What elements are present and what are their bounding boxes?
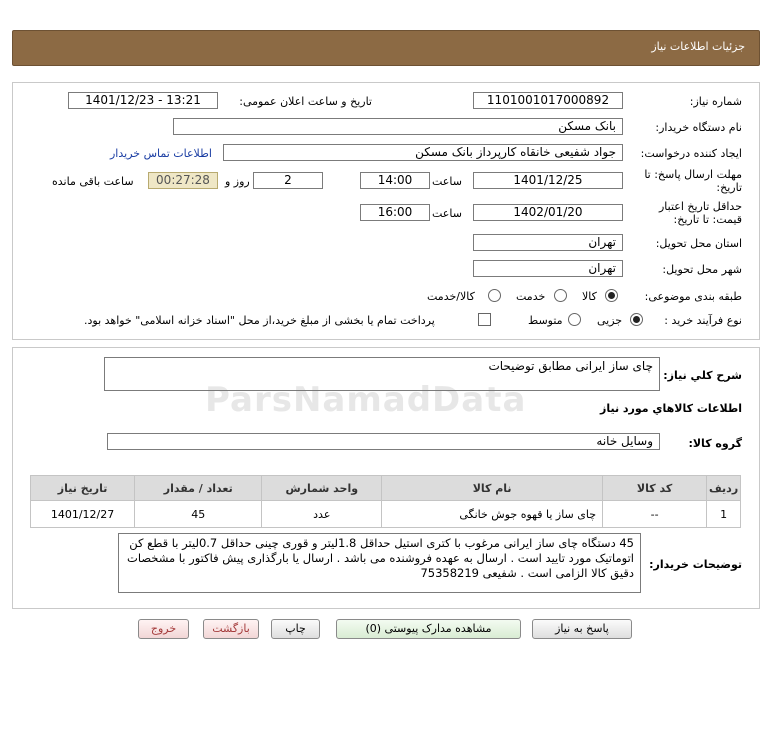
validity-label-2: قیمت: تا تاریخ: [673, 213, 742, 226]
treasury-payment-checkbox[interactable] [478, 313, 491, 326]
province-field[interactable]: تهران [473, 234, 623, 251]
category-service-radio[interactable] [554, 289, 567, 302]
deadline-time-label: ساعت [432, 175, 462, 188]
goods-group-label: گروه کالا: [688, 437, 742, 450]
col-date-header: تاریخ نیاز [31, 476, 135, 501]
creator-field[interactable]: جواد شفیعی خانقاه کارپرداز بانک مسکن [223, 144, 623, 161]
page-title: جزئیات اطلاعات نیاز [651, 40, 745, 53]
summary-field[interactable]: چای ساز ایرانی مطابق توضیحات [104, 357, 660, 391]
goods-info-title: اطلاعات کالاهاي مورد نياز [600, 402, 742, 415]
deadline-time-field[interactable]: 14:00 [360, 172, 430, 189]
need-number-label: شماره نیاز: [689, 95, 742, 108]
need-number-field[interactable]: 1101001017000892 [473, 92, 623, 109]
process-partial-label: جزیی [597, 314, 623, 327]
cell-unit: عدد [262, 501, 382, 528]
remaining-time: 00:27:28 [148, 172, 218, 189]
attachments-button[interactable]: مشاهده مدارک پیوستی (0) [336, 619, 521, 639]
cell-qty: 45 [135, 501, 262, 528]
category-label: طبقه بندی موضوعی: [644, 290, 742, 303]
process-partial-radio[interactable] [630, 313, 643, 326]
validity-time-field[interactable]: 16:00 [360, 204, 430, 221]
validity-label: حداقل تاریخ اعتبار [658, 200, 742, 213]
buyer-notes-label: توضیحات خریدار: [649, 558, 742, 571]
col-row-header: ردیف [707, 476, 741, 501]
goods-table [30, 475, 741, 528]
col-code-header: کد کالا [603, 476, 707, 501]
cell-date: 1401/12/27 [31, 501, 135, 528]
remaining-label: ساعت باقی مانده [52, 175, 134, 188]
buyer-notes-field[interactable]: 45 دستگاه چای ساز ایرانی مرغوب با کتری استیل حداقل 1.8لیتر و قوری چینی حداقل 0.7لیتر با قطع کن اتوماتیک مورد تایید است . ارسال به عهده فروشنده می باشد . ارسال یا بارگذاری پیش فاکتور با مشخصات دقیق کالا الزامی است . شفیعی 75358219 [118, 533, 641, 593]
col-name-header: نام کالا [382, 476, 603, 501]
table-row[interactable] [31, 501, 741, 528]
category-goods-service-radio[interactable] [488, 289, 501, 302]
announce-field[interactable]: 1401/12/23 - 13:21 [68, 92, 218, 109]
days-label: روز و [225, 175, 250, 188]
category-goods-service-label: کالا/خدمت [427, 290, 475, 303]
back-button[interactable]: بازگشت [203, 619, 259, 639]
city-field[interactable]: تهران [473, 260, 623, 277]
buyer-contact-link[interactable]: اطلاعات تماس خریدار [110, 147, 212, 160]
col-qty-header: تعداد / مقدار [135, 476, 262, 501]
reply-button[interactable]: پاسخ به نیاز [532, 619, 632, 639]
process-medium-label: متوسط [528, 314, 563, 327]
category-service-label: خدمت [516, 290, 546, 303]
exit-button[interactable]: خروج [138, 619, 189, 639]
category-goods-radio[interactable] [605, 289, 618, 302]
validity-date-field[interactable]: 1402/01/20 [473, 204, 623, 221]
deadline-date-field[interactable]: 1401/12/25 [473, 172, 623, 189]
validity-time-label: ساعت [432, 207, 462, 220]
deadline-label: مهلت ارسال پاسخ: تا [644, 168, 742, 181]
announce-label: تاریخ و ساعت اعلان عمومی: [239, 95, 372, 108]
print-button[interactable]: چاپ [271, 619, 320, 639]
deadline-label-2: تاریخ: [716, 181, 742, 194]
page-header [12, 30, 760, 66]
cell-row: 1 [707, 501, 741, 528]
days-field[interactable]: 2 [253, 172, 323, 189]
goods-group-field[interactable]: وسایل خانه [107, 433, 660, 450]
category-goods-label: کالا [582, 290, 597, 303]
summary-label: شرح کلي نياز: [663, 369, 742, 382]
province-label: استان محل تحویل: [655, 237, 742, 250]
cell-code: -- [603, 501, 707, 528]
treasury-payment-label: پرداخت تمام یا بخشی از مبلغ خرید،از محل "اسناد خزانه اسلامی" خواهد بود. [84, 314, 435, 327]
table-header-row [31, 476, 741, 501]
buyer-org-label: نام دستگاه خریدار: [655, 121, 742, 134]
city-label: شهر محل تحویل: [662, 263, 742, 276]
buyer-org-field[interactable]: بانک مسکن [173, 118, 623, 135]
col-unit-header: واحد شمارش [262, 476, 382, 501]
process-medium-radio[interactable] [568, 313, 581, 326]
cell-name: چای ساز یا قهوه جوش خانگی [382, 501, 603, 528]
process-label: نوع فرآیند خرید : [664, 314, 742, 327]
creator-label: ایجاد کننده درخواست: [640, 147, 742, 160]
